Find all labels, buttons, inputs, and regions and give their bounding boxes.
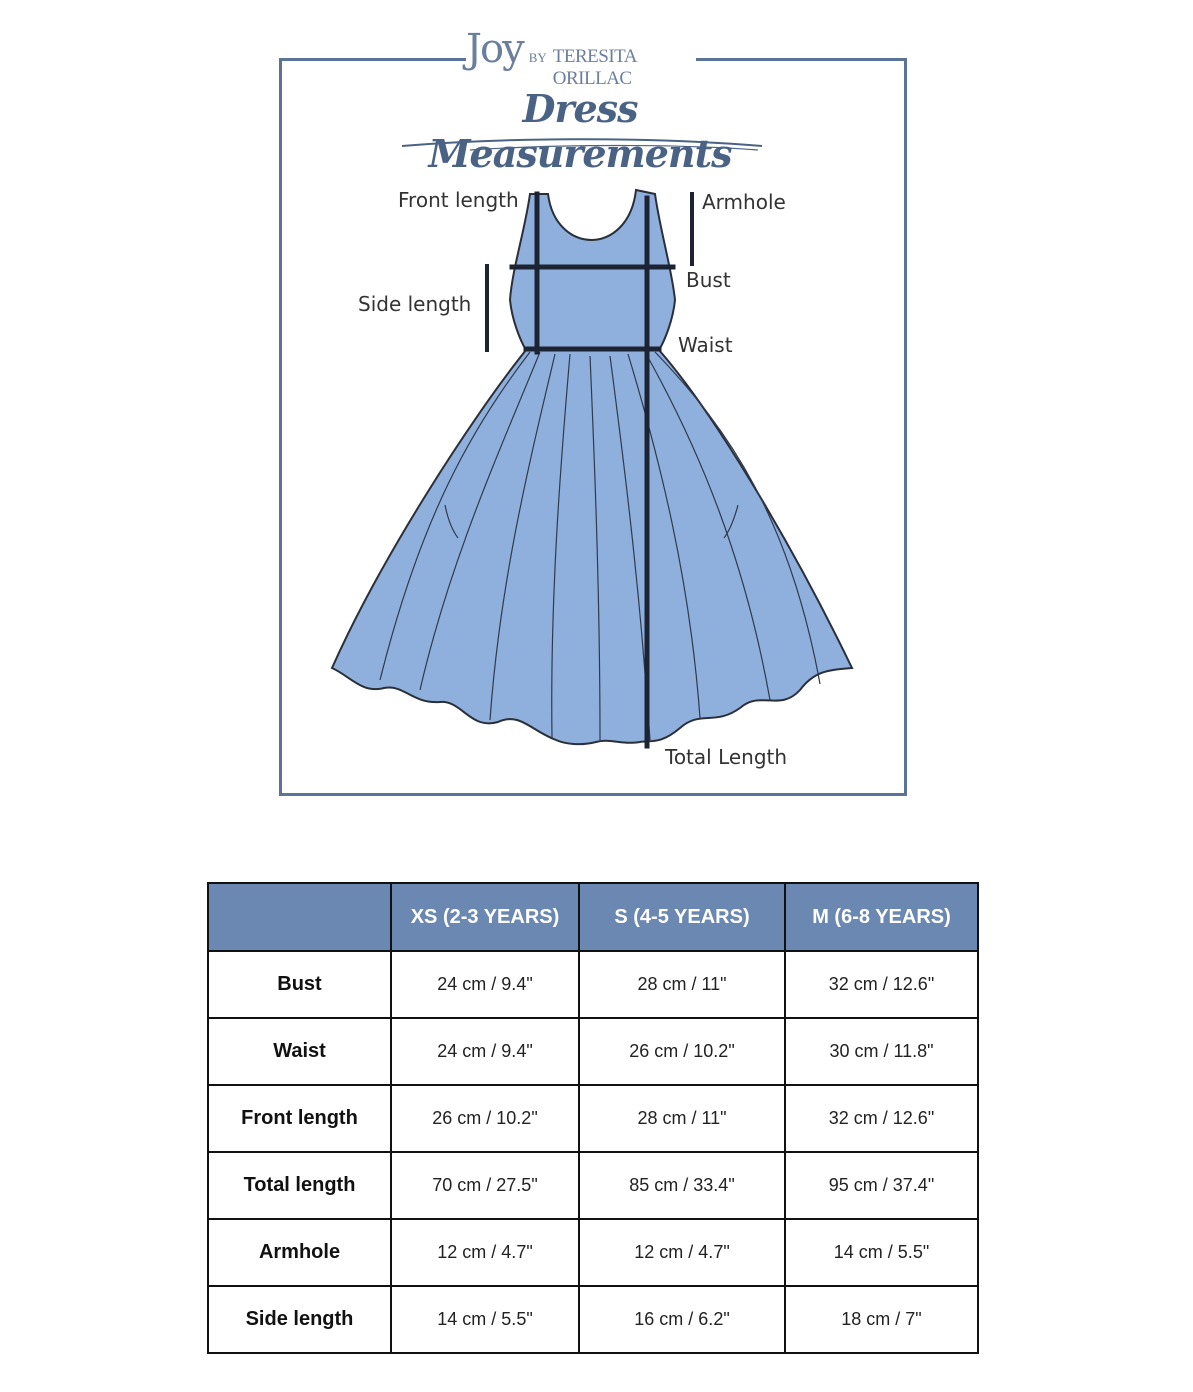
table-row xyxy=(208,1018,978,1085)
table-cell: 14 cm / 5.5" xyxy=(391,1286,579,1353)
table-cell: 24 cm / 9.4" xyxy=(391,1018,579,1085)
table-cell: 12 cm / 4.7" xyxy=(579,1219,785,1286)
table-cell: 12 cm / 4.7" xyxy=(391,1219,579,1286)
table-cell: 70 cm / 27.5" xyxy=(391,1152,579,1219)
table-cell: 18 cm / 7" xyxy=(785,1286,978,1353)
table-header-row xyxy=(208,883,978,951)
row-label: Side length xyxy=(208,1286,391,1353)
row-label: Front length xyxy=(208,1085,391,1152)
table-row xyxy=(208,951,978,1018)
table-cell: 28 cm / 11" xyxy=(579,1085,785,1152)
table-cell: 30 cm / 11.8" xyxy=(785,1018,978,1085)
row-label: Bust xyxy=(208,951,391,1018)
label-waist: Waist xyxy=(678,333,733,357)
table-row xyxy=(208,1219,978,1286)
label-bust: Bust xyxy=(686,268,731,292)
label-armhole: Armhole xyxy=(702,190,786,214)
table-row xyxy=(208,1085,978,1152)
header-s: S (4-5 YEARS) xyxy=(579,883,785,951)
table-cell: 26 cm / 10.2" xyxy=(579,1018,785,1085)
label-front-length: Front length xyxy=(398,188,519,212)
row-label: Total length xyxy=(208,1152,391,1219)
label-total-length: Total Length xyxy=(665,745,788,769)
title-underline-2 xyxy=(470,146,758,151)
title-underline xyxy=(402,139,762,146)
row-label: Waist xyxy=(208,1018,391,1085)
header-empty xyxy=(208,883,391,951)
diagram-title: Dress Measurements xyxy=(428,86,732,176)
header-xs: XS (2-3 YEARS) xyxy=(391,883,579,951)
label-side-length: Side length xyxy=(358,292,472,316)
brand-joy: Joy xyxy=(466,26,523,72)
table-cell: 95 cm / 37.4" xyxy=(785,1152,978,1219)
row-label: Armhole xyxy=(208,1219,391,1286)
table-cell: 32 cm / 12.6" xyxy=(785,951,978,1018)
table-cell: 16 cm / 6.2" xyxy=(579,1286,785,1353)
size-chart-table xyxy=(207,882,979,1354)
table-cell: 26 cm / 10.2" xyxy=(391,1085,579,1152)
brand-name: TERESITA ORILLAC xyxy=(552,46,636,89)
table-cell: 14 cm / 5.5" xyxy=(785,1219,978,1286)
table-cell: 85 cm / 33.4" xyxy=(579,1152,785,1219)
table-cell: 32 cm / 12.6" xyxy=(785,1085,978,1152)
table-row xyxy=(208,1152,978,1219)
brand-by: BY xyxy=(528,50,547,65)
table-row xyxy=(208,1286,978,1353)
table-cell: 24 cm / 9.4" xyxy=(391,951,579,1018)
header-m: M (6-8 YEARS) xyxy=(785,883,978,951)
table-cell: 28 cm / 11" xyxy=(579,951,785,1018)
